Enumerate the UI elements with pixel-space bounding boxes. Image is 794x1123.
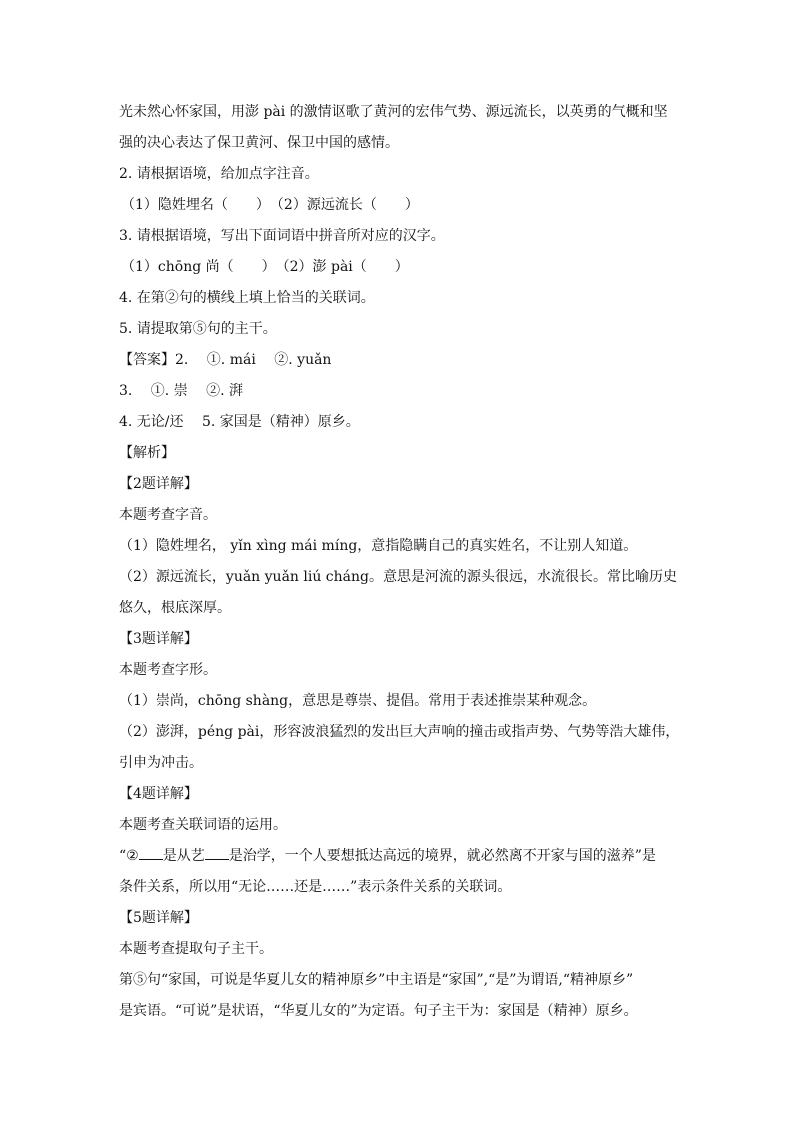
- text-line-2: 强的决心表达了保卫黄河、保卫中国的感情。: [119, 135, 399, 151]
- detail-3-item-2-cont: 引申为冲击。: [119, 755, 203, 771]
- detail-5-intro: 本题考查提取句子主干。: [119, 941, 273, 957]
- detail-heading-4: 【4题详解】: [119, 786, 198, 802]
- detail-3-item-2: （2）澎湃，péng pài，形容波浪猛烈的发出巨大声响的撞击或指声势、气势等浩大雄伟，: [119, 724, 680, 740]
- detail-heading-2: 【2题详解】: [119, 476, 198, 492]
- detail-heading-5: 【5题详解】: [119, 910, 198, 926]
- text-line-1: 光未然心怀家国，用澎 pài 的激情讴歌了黄河的宏伟气势、源远流长，以英勇的气概和坚: [119, 104, 668, 120]
- detail-4-cont: 条件关系，所以用“无论……还是……”表示条件关系的关联词。: [119, 879, 512, 895]
- detail-3-intro: 本题考查字形。: [119, 662, 217, 678]
- question-4: 4. 在第②句的横线上填上恰当的关联词。: [119, 290, 375, 306]
- answer-line-1: 【答案】2. ①. mái ②. yuǎn: [119, 352, 332, 368]
- question-3: 3. 请根据语境，写出下面词语中拼音所对应的汉字。: [119, 228, 445, 244]
- detail-2-item-2: （2）源远流长，yuǎn yuǎn liú cháng。意思是河流的源头很远，水流很长。常比喻历史: [119, 569, 677, 585]
- answer-line-3: 4. 无论/还 5. 家国是（精神）原乡。: [119, 414, 360, 430]
- detail-5-line-2: 是宾语。“可说”是状语，“华夏儿女的”为定语。句子主干为：家国是（精神）原乡。: [119, 1003, 638, 1019]
- blank-1: [139, 845, 163, 860]
- detail-2-item-2-cont: 悠久，根底深厚。: [119, 600, 231, 616]
- quote-part-2: 是从艺: [162, 848, 205, 864]
- quote-part-3: 是治学，一个人要想抵达高远的境界，就必然离不开家与国的滋养”是: [228, 848, 656, 864]
- detail-2-item-1: （1）隐姓埋名， yǐn xìng mái míng，意指隐瞒自己的真实姓名，不让别人知道。: [119, 538, 638, 554]
- question-5: 5. 请提取第⑤句的主干。: [119, 321, 277, 337]
- question-2: 2. 请根据语境，给加点字注音。: [119, 166, 319, 182]
- answer-line-2: 3. ①. 崇 ②. 湃: [119, 383, 244, 399]
- document-page: [119, 97, 679, 1027]
- detail-4-intro: 本题考查关联词语的运用。: [119, 817, 287, 833]
- question-3-items: （1）chōng 尚（ ） （2）澎 pài（ ）: [121, 259, 409, 275]
- blank-2: [205, 845, 229, 860]
- detail-2-intro: 本题考查字音。: [119, 507, 217, 523]
- detail-5-line-1: 第⑤句“家国，可说是华夏儿女的精神原乡”中主语是“家国”,“是”为谓语,“精神原乡”: [119, 972, 634, 988]
- question-2-items: （1）隐姓埋名（ ） （2）源远流长（ ）: [121, 197, 419, 213]
- detail-heading-3: 【3题详解】: [119, 631, 198, 647]
- quote-part-1: “②: [119, 848, 139, 864]
- analysis-heading: 【解析】: [119, 445, 175, 461]
- detail-3-item-1: （1）崇尚，chōng shàng，意思是尊崇、提倡。常用于表述推崇某种观念。: [119, 693, 597, 709]
- detail-4-quote: [119, 841, 679, 872]
